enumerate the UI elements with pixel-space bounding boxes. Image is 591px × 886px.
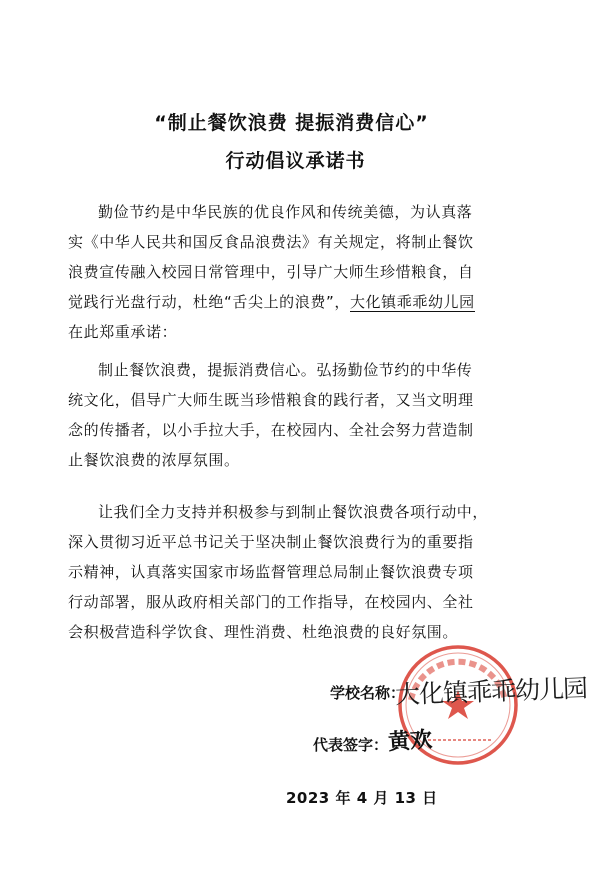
representative-signature-label: 代表签字： xyxy=(313,736,389,754)
paragraph-1-line-3: 浪费宣传融入校园日常管理中，引导广大师生珍惜粮食，自 xyxy=(68,263,474,281)
paragraph-1-line-2: 实《中华人民共和国反食品浪费法》有关规定，将制止餐饮 xyxy=(68,233,474,251)
paragraph-2-line-3: 念的传播者，以小手拉大手，在校园内、全社会努力营造制 xyxy=(68,421,474,439)
paragraph-2 xyxy=(68,355,508,475)
school-name-underlined: 大化镇乖乖幼儿园 xyxy=(349,293,475,311)
paragraph-2-line-4: 止餐饮浪费的浓厚氛围。 xyxy=(68,451,240,469)
school-name-label: 学校名称： xyxy=(330,684,406,702)
document-title-line2: 行动倡议承诺书 xyxy=(225,150,366,172)
paragraph-1 xyxy=(68,197,508,347)
paragraph-2-line-2: 统文化，倡导广大师生既当珍惜粮食的践行者，又当文明理 xyxy=(68,391,474,409)
paragraph-3-line-5: 会积极营造科学饮食、理性消费、杜绝浪费的良好氛围。 xyxy=(68,623,459,641)
paragraph-3-line-1: 让我们全力支持并积极参与到制止餐饮浪费各项行动中， xyxy=(98,503,489,521)
paragraph-1-line-1: 勤俭节约是中华民族的优良作风和传统美德，为认真落 xyxy=(98,203,473,221)
paragraph-1-line-4 xyxy=(68,287,508,317)
school-name-handwritten: 大化镇乖乖幼儿园 xyxy=(394,673,588,710)
representative-signature: 黄欢 xyxy=(387,726,433,756)
paragraph-2-line-1: 制止餐饮浪费，提振消费信心。弘扬勤俭节约的中华传 xyxy=(98,361,473,379)
document-date: 2023 年 4 月 13 日 xyxy=(286,789,438,807)
document-title-line1: “制止餐饮浪费 提振消费信心” xyxy=(154,112,429,134)
paragraph-1-line-5: 在此郑重承诺： xyxy=(68,323,178,341)
paragraph-3-line-3: 示精神，认真落实国家市场监督管理总局制止餐饮浪费专项 xyxy=(68,563,474,581)
paragraph-3-line-4: 行动部署，服从政府相关部门的工作指导，在校园内、全社 xyxy=(68,593,474,611)
paragraph-3-line-2: 深入贯彻习近平总书记关于坚决制止餐饮浪费行为的重要指 xyxy=(68,533,474,551)
paragraph-3 xyxy=(68,497,508,647)
paragraph-1-line-4-prefix: 觉践行光盘行动，杜绝“舌尖上的浪费”， xyxy=(68,293,350,311)
